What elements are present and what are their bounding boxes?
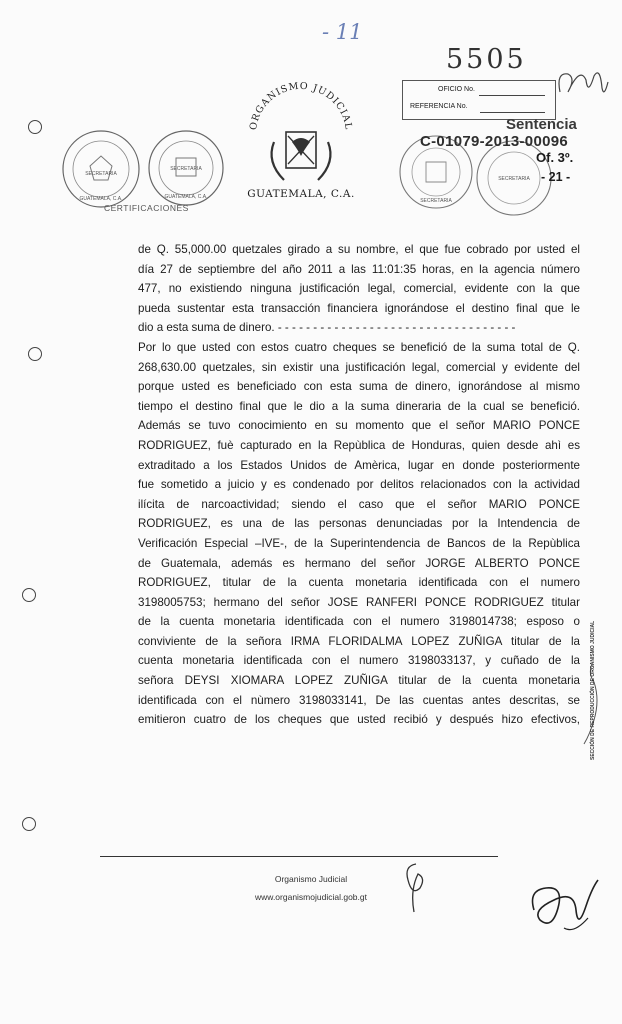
body-line: Además se tuvo conocimiento en su momento que el señor MARIO PONCE bbox=[138, 419, 580, 433]
footer-url: www.organismojudicial.gob.gt bbox=[255, 892, 367, 902]
body-line: Por lo que usted con estos cuatro cheques se benefició de la suma total de Q. bbox=[138, 340, 580, 354]
body-line: extraditado a los Estados Unidos de Amèrica, lugar en donde posteriormente bbox=[138, 458, 580, 472]
body-line: 3198005753; hermano del señor JOSE RANFERI PONCE RODRIGUEZ titular bbox=[138, 595, 580, 609]
body-line: conviviente de la señora IRMA FLORIDALMA LOPEZ ZUÑIGA titular de la bbox=[138, 634, 580, 648]
body-line: tiempo el destino final que le dio a la suma dineraria de la cual se benefició. bbox=[138, 399, 580, 413]
body-line: pueda sustentar esta transacción financiera ignorándose el destino final que le bbox=[138, 301, 580, 315]
body-line: 477, no existiendo ninguna justificación legal, comercial, evidente con la que bbox=[138, 282, 580, 296]
body-line: RODRIGUEZ, es una de las personas denunciadas por la Intendencia de bbox=[138, 517, 580, 531]
oficio-number: Of. 3º. bbox=[536, 150, 574, 165]
body-line: identificada con el nùmero 3198033141, De las cuentas antes descritas, se bbox=[138, 693, 580, 707]
document-body bbox=[138, 240, 580, 730]
body-line: de Q. 55,000.00 quetzales girado a su nombre, el que fue cobrado por usted el bbox=[138, 243, 580, 256]
seal-left-2 bbox=[146, 128, 226, 208]
emblem-caption: GUATEMALA, C.A. bbox=[247, 188, 355, 200]
seal-left-1-text: SECRETARIA bbox=[85, 171, 117, 177]
seal-left-1-place: GUATEMALA, C.A. bbox=[79, 196, 123, 202]
body-line: día 27 de septiembre del año 2011 a las 11:01:35 horas, en la agencia número bbox=[138, 262, 580, 276]
seal-left-1 bbox=[60, 128, 142, 210]
signature-right bbox=[524, 870, 604, 940]
binder-hole-4 bbox=[22, 817, 36, 831]
referencia-line bbox=[480, 112, 545, 113]
body-line: señora DEYSI XIOMARA LOPEZ ZUÑIGA titular de la cuenta monetaria bbox=[138, 674, 580, 688]
margin-vertical-stamp: SECCIÓN DE REPRODUCCIÓN DE ORGANISMO JUDICIAL bbox=[590, 620, 596, 760]
binder-hole-1 bbox=[28, 120, 42, 134]
referencia-label: REFERENCIA No. bbox=[410, 103, 468, 110]
page-marker: - 21 - bbox=[541, 170, 571, 184]
certifications-label: CERTIFICACIONES bbox=[104, 203, 189, 213]
oficio-label: OFICIO No. bbox=[438, 86, 475, 93]
sentencia-label: Sentencia bbox=[506, 116, 577, 133]
seal-left-2-place: GUATEMALA, C.A. bbox=[164, 194, 208, 200]
footer-rule bbox=[100, 856, 498, 857]
body-line: RODRIGUEZ, titular de la cuenta monetaria identificada con el numero bbox=[138, 576, 580, 590]
coat-of-arms-emblem bbox=[236, 72, 366, 192]
body-line: porque usted es beneficiado con esta suma de dinero, ignorándose al mismo bbox=[138, 380, 580, 394]
body-line: ilícita de narcoactividad; siendo el caso que el señor MARIO PONCE bbox=[138, 497, 580, 511]
handwritten-doc-number: 5505 bbox=[446, 44, 527, 75]
body-line: de Guatemala, además es hermano del señor JORGE ALBERTO PONCE bbox=[138, 556, 580, 570]
body-line: emitieron cuatro de los cheques que usted recibió y después hizo efectivos, bbox=[138, 713, 580, 727]
footer-org: Organismo Judicial bbox=[274, 874, 348, 884]
oficio-box bbox=[402, 80, 556, 120]
body-line: de la cuenta monetaria identificada con el numero 3198014738; esposo o bbox=[138, 615, 580, 629]
handwritten-page-number: - 11 bbox=[322, 20, 363, 44]
signature-center bbox=[396, 860, 436, 920]
body-line: RODRIGUEZ, fuè capturado en la Repùblica de Honduras, quien desde ahì es bbox=[138, 438, 580, 452]
body-line: fue sometido a juicio y es condenado por delitos relacionados con la actividad bbox=[138, 478, 580, 492]
case-number: C-01079-2013-00096 bbox=[420, 133, 569, 150]
body-line: cuenta monetaria identificada con el numero 3198033137, y cuñado de la bbox=[138, 654, 580, 668]
oficio-line bbox=[479, 95, 545, 96]
seal-right-1-text: SECRETARIA bbox=[420, 198, 452, 204]
seal-right-2-text: SECRETARIA bbox=[498, 176, 530, 182]
emblem-arc-text: ORGANISMO JUDICIAL bbox=[248, 80, 354, 131]
body-line: Verificación Especial –IVE-, de la Superintendencia de Bancos de la Repùblica bbox=[138, 536, 580, 550]
body-line: dio a esta suma de dinero. - - - - - - - - - - - - - - - - - - - - - - - - - - - - - - - - - - bbox=[138, 321, 516, 335]
svg-text:ORGANISMO JUDICIAL bbox=[248, 81, 354, 131]
initials-scribble bbox=[554, 62, 610, 106]
seal-left-2-text: SECRETARIA bbox=[170, 166, 202, 172]
binder-hole-3 bbox=[22, 588, 36, 602]
binder-hole-2 bbox=[28, 347, 42, 361]
body-line: 268,630.00 quetzales, sin existir una justificación legal, comercial y evidente del bbox=[138, 360, 580, 374]
